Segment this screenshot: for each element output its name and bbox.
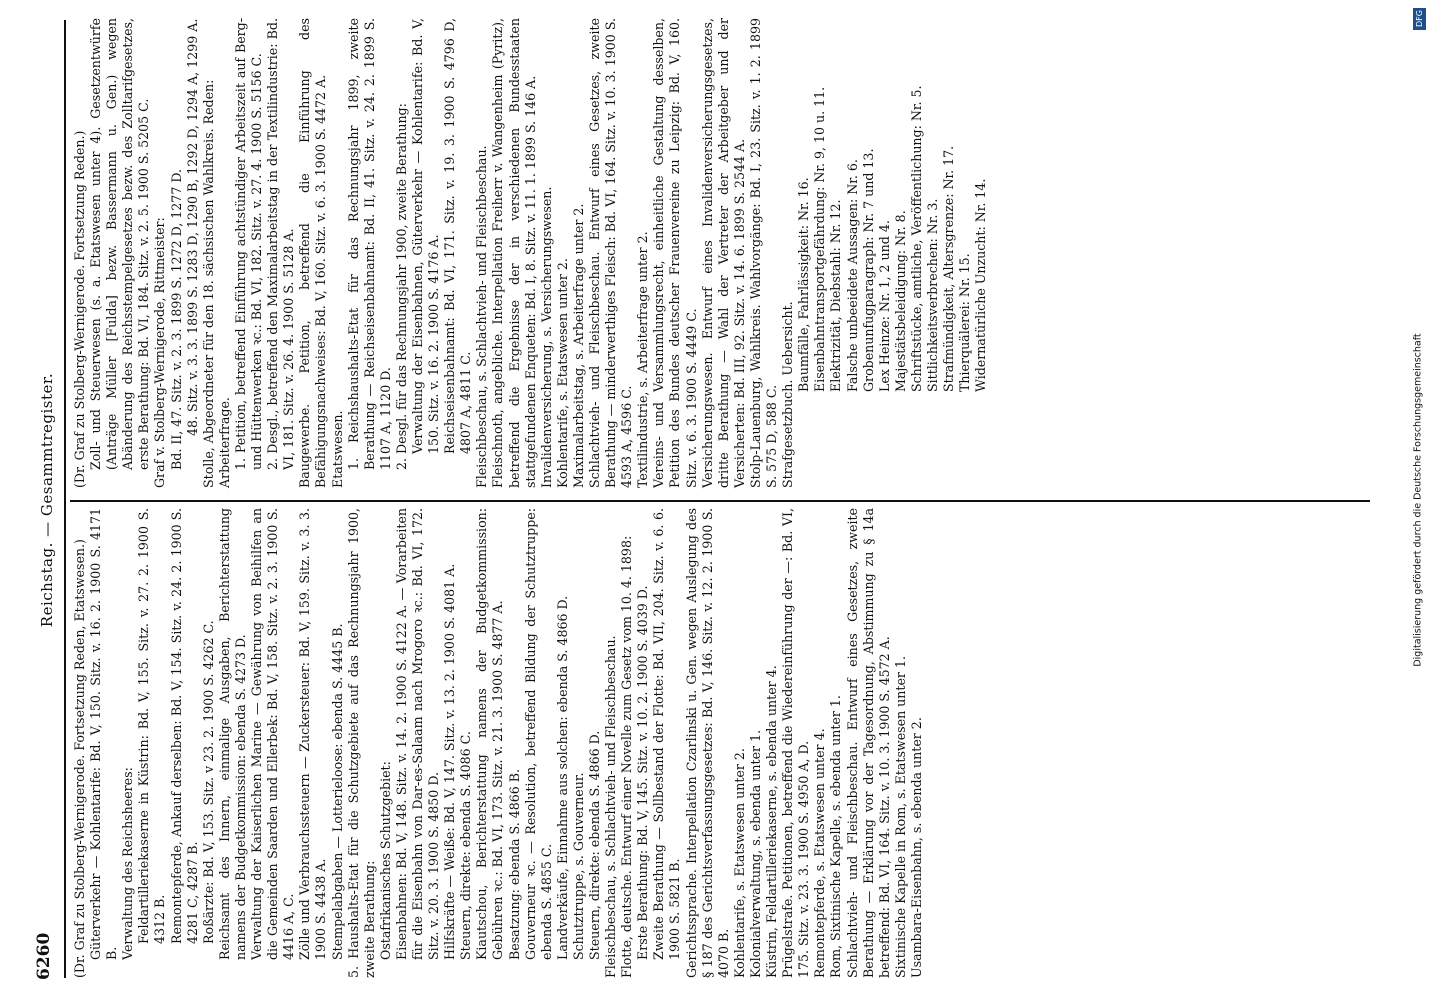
index-entry: Fleischbeschau, s. Schlachtvieh- und Fleischbeschau. — [603, 635, 619, 978]
index-entry: Majestätsbeleidigung: Nr. 8. — [892, 210, 908, 392]
index-entry: Reichsamt des Innern, einmalige Ausgaben, Berichterstattung namens der Budgetkommission: ebenda S. 4273 D. — [216, 508, 248, 960]
index-entry: Thierquälerei: Nr. 15. — [957, 253, 973, 392]
index-entry: Landverkäufe, Einnahme aus solchen: ebenda S. 4866 D. — [554, 595, 570, 960]
index-entry: Eisenbahnen: Bd. V, 148. Sitz. v. 14. 2. 1900 S. 4122 A. — Vorarbeiten für die Eisenbahn von Dar-es-Salaam nach Mrogoro ꝛc.: Bd. VI, 172. Sitz. v. 20. 3. 1900 S. 4850 D. — [393, 508, 442, 960]
index-entry: Kohlentarife, s. Etatswesen unter 2. — [554, 258, 570, 488]
index-entry: Eisenbahntransportgefährdung: Nr. 9, 10 u. 11. — [812, 86, 828, 392]
index-entry: Schlachtvieh- und Fleischbeschau. Entwurf eines Gesetzes, zweite Berathung — minderwerthiges Fleisch: Bd. VI, 164. Sitz. v. 10. 3. 1900 S. 4593 A, 4596 C. — [587, 18, 635, 488]
index-entry: Sittlichkeitsverbrechen: Nr. 3. — [924, 198, 940, 392]
index-entry: Falsche unbeeidete Aussagen: Nr. 6. — [844, 159, 860, 392]
index-entry: Usambara-Eisenbahn, s. ebenda unter 2. — [908, 717, 924, 978]
index-entry: Besatzung: ebenda S. 4866 B. — [506, 768, 522, 960]
index-entry: Küstrin, Feldartilleriekaserne, s. ebenda unter 4. — [764, 665, 780, 978]
index-entry: Grobenunfugparagraph: Nr. 7 und 13. — [860, 148, 876, 392]
index-entry: Vereins- und Versammlungsrecht, einheitliche Gestaltung desselben, Petition des Bundes deutscher Frauenvereine zu Leipzig: Bd. V, 160. Sitz. v. 6. 3. 1900 S. 4449 C. — [651, 18, 699, 488]
dfg-logo: DFG — [1413, 8, 1426, 30]
index-entry: Rom, Sixtinische Kapelle, s. ebenda unter 1. — [828, 695, 844, 978]
index-entry: Verwaltung des Reichsheeres: — [120, 767, 136, 960]
index-entry: Schlachtvieh- und Fleischbeschau. Entwurf eines Gesetzes, zweite Berathung — Erklärung vor der Tagesordnung, Abstimmung zu § 14a betreffend: Bd. VI, 164. Sitz. v. 10. 3. 1900 S. 4572 A. — [844, 508, 892, 978]
index-entry: Schutztruppe, s. Gouverneur. — [570, 772, 586, 960]
index-entry: Flotte, deutsche. Entwurf einer Novelle zum Gesetz vom 10. 4. 1898: — [619, 535, 635, 978]
index-entry: Strafgesetzbuch. Uebersicht. — [780, 301, 796, 488]
index-entry: Kolonialverwaltung, s. ebenda unter 1. — [747, 729, 763, 978]
index-entry: Remontepferde, Ankauf derselben: Bd. V, 154. Sitz. v. 24. 2. 1900 S. 4281 C, 4287 B. — [168, 508, 200, 944]
page-title: Reichstag. — Gesammtregister. — [38, 372, 56, 628]
index-entry: 1. Petition, betreffend Einführung achtstündiger Arbeitszeit auf Berg- und Hüttenwerken ꝛc.: Bd. VI, 182. Sitz. v. 27. 4. 1900 S. 5156 C. — [232, 18, 265, 470]
index-entry: Güterverkehr — Kohlentarife: Bd. V, 150. Sitz. v. 16. 2. 1900 S. 4171 B. — [88, 508, 120, 960]
index-entry: Kohlentarife, s. Etatswesen unter 2. — [731, 748, 747, 978]
index-entry: Versicherungswesen. Entwurf eines Invalidenversicherungsgesetzes, dritte Berathung — Wahl der Vertreter der Arbeitgeber und der Versicherten: Bd. III, 92. Sitz. v. 14. 6. 1899 S. 2544 A. — [699, 18, 747, 488]
index-entry: Steuern, direkte: ebenda S. 4866 D. — [587, 730, 602, 960]
index-entry: Lex Heinze: Nr. 1, 2 und 4. — [876, 220, 892, 392]
column-divider — [70, 500, 1370, 502]
index-entry: (Dr. Graf zu Stolberg-Wernigerode. Fortsetzung Reden, Etatswesen.) — [72, 539, 87, 978]
index-entry: Reichseisenbahnamt: Bd. VI, 171. Sitz. v. 19. 3. 1900 S. 4796 D, 4807 A, 4811 C. — [442, 18, 474, 454]
index-entry: Strafmündigkeit, Altersgrenze: Nr. 17. — [941, 145, 957, 392]
index-entry: Verwaltung der Eisenbahnen, Güterverkehr — Kohlentarife: Bd. V, 150. Sitz. v. 16. 2. 1900 S. 4176 A. — [409, 18, 442, 454]
index-entry: (Dr. Graf zu Stolberg-Wernigerode. Fortsetzung Reden.) — [72, 130, 87, 488]
index-entry: Graf v. Stolberg-Wernigerode, Rittmeister: — [152, 217, 168, 488]
index-entry: Prügelstrafe. Petitionen, betreffend die Wiedereinführung der —: Bd. VI, 175. Sitz. v. 23. 3. 1900 S. 4950 A, D. — [780, 508, 812, 978]
page-number: 6260 — [34, 932, 54, 980]
index-entry: Fleischbeschau, s. Schlachtvieh- und Fleischbeschau. — [474, 145, 490, 488]
index-entry: Sixtinische Kapelle in Rom, s. Etatswesen unter 1. — [892, 656, 908, 978]
index-entry: Roßärzte: Bd. V, 153. Sitz. v 23. 2. 1900 S. 4262 C. — [200, 620, 216, 944]
index-entry: Verwaltung der Kaiserlichen Marine — Gewährung von Beihilfen an die Gemeinden Saarden und Ellerbek: Bd. V, 158. Sitz. v. 2. 3. 1900 S. 4416 A, C. — [249, 508, 297, 960]
index-entry: Baumfälle, Fahrlässigkeit: Nr. 16. — [796, 177, 812, 392]
index-entry: Ostafrikanisches Schutzgebiet: — [377, 761, 393, 960]
index-entry: Stolp-Lauenburg, Wahlkreis. Wahlvorgänge: Bd. I, 23. Sitz. v. 1. 2. 1899 S. 575 D, 588 C. — [747, 18, 780, 488]
index-entry: 5. Haushalts-Etat für die Schutzgebiete auf das Rechnungsjahr 1900, zweite Berathung: — [345, 508, 377, 978]
index-entry: Bd. II, 47. Sitz. v. 2. 3. 1899 S. 1272 D, 1277 D. — [168, 169, 184, 470]
index-entry: Invalidenversicherung, s. Versicherungswesen. — [538, 186, 554, 488]
index-entry: Zweite Berathung — Sollbestand der Flotte: Bd. VII, 204. Sitz. v. 6. 6. 1900 S. 5821 B. — [651, 508, 683, 960]
header-rule — [64, 20, 66, 978]
index-entry: Baugewerbe. Petition, betreffend die Einführung des Befähigungsnachweises: Bd. V, 160. Sitz. v. 6. 3. 1900 S. 4472 A. — [297, 18, 329, 488]
index-entry: Steuern, direkte: ebenda S. 4086 C. — [458, 731, 474, 960]
digitization-note: Digitalisierung gefördert durch die Deutsche Forschungsgemeinschaft — [1412, 333, 1424, 667]
index-entry: Zölle und Verbrauchssteuern — Zuckersteuer: Bd. V, 159. Sitz. v. 3. 3. 1900 S. 4438 A. — [297, 508, 329, 960]
index-entry: Feldartilleriekaserne in Küstrin: Bd. V, 155. Sitz. v. 27. 2. 1900 S. 4312 B. — [136, 508, 168, 944]
index-entry: 48. Sitz. v. 3. 3. 1899 S. 1283 D, 1290 B, 1292 D, 1294 A, 1299 A. — [184, 18, 200, 436]
index-entry: Elektrizität, Diebstahl: Nr. 12. — [828, 199, 844, 392]
index-entry: Stolle, Abgeordneter für den 18. sächsischen Wahlkreis. Reden: — [200, 79, 216, 488]
index-entry: Stempelabgaben — Lotterieloose: ebenda S. 4445 B. — [329, 623, 345, 960]
index-entry: Maximalarbeitstag, s. Arbeiterfrage unter 2. — [570, 203, 586, 488]
index-entry: Arbeiterfrage. — [216, 397, 232, 488]
index-entry: 1. Reichshaushalts-Etat für das Rechnungsjahr 1899, zweite Berathung — Reichseisenbahnamt: Bd. II, 41. Sitz. v. 24. 2. 1899 S. 1107 A, 1120 D. — [345, 18, 393, 470]
index-entry: 2. Desgl. für das Rechnungsjahr 1900, zweite Berathung: — [393, 103, 409, 470]
right-column — [72, 18, 989, 488]
index-entry: Zoll- und Steuerwesen (s. a. Etatswesen unter 4). Gesetzentwürfe (Anträge Müller [Fulda] bezw. Bassermann u. Gen.) wegen Abänderung des Reichsstempelgesetzes bezw. des Zolltarifgesetzes, erste Berathung: Bd. VI, 184. Sitz. v. 2. 5. 1900 S. 5205 C. — [88, 18, 152, 470]
index-entry: Gerichtssprache. Interpellation Czarlinski u. Gen. wegen Auslegung des § 187 des Gerichtsverfassungsgesetzes: Bd. V, 146. Sitz. v. 12. 2. 1900 S. 4070 B. — [683, 508, 731, 978]
index-entry: Gouverneur ꝛc. — Resolution, betreffend Bildung der Schutztruppe: ebenda S. 4855 C. — [522, 508, 554, 960]
left-column — [72, 508, 925, 978]
index-entry: Erste Berathung: Bd. V, 145. Sitz. v. 10. 2. 1900 S. 4039 D. — [635, 585, 651, 960]
index-entry: 2. Desgl., betreffend den Maximalarbeitstag in der Textilindustrie: Bd. VI, 181. Sitz. v. 26. 4. 1900 S. 5128 A. — [265, 18, 297, 470]
index-entry: Etatswesen. — [329, 410, 345, 488]
index-entry: Textilindustrie, s. Arbeiterfrage unter 2. — [635, 231, 651, 488]
index-entry: Fleischnoth, angebliche. Interpellation Freiherr v. Wangenheim (Pyritz), betreffend die Ergebnisse der in verschiedenen Bundesstaaten stattgefundenen Enqueten: Bd. I, 8. Sitz. v. 11. 1. 1899 S. 146 A. — [490, 18, 538, 488]
index-entry: Widernatürliche Unzucht: Nr. 14. — [973, 178, 989, 392]
index-entry: Kiautschou, Berichterstattung namens der Budgetkommission: Gebühren ꝛc.: Bd. VI, 173. Sitz. v. 21. 3. 1900 S. 4877 A. — [474, 508, 506, 960]
index-entry: Hilfskräfte — Weiße: Bd. V, 147. Sitz. v. 13. 2. 1900 S. 4081 A. — [442, 563, 458, 960]
digitization-sidebar — [1404, 0, 1432, 1000]
index-entry: Remontepferde, s. Etatswesen unter 4. — [812, 728, 828, 978]
index-entry: Schriftstücke, amtliche, Veröffentlichung: Nr. 5. — [908, 85, 924, 392]
